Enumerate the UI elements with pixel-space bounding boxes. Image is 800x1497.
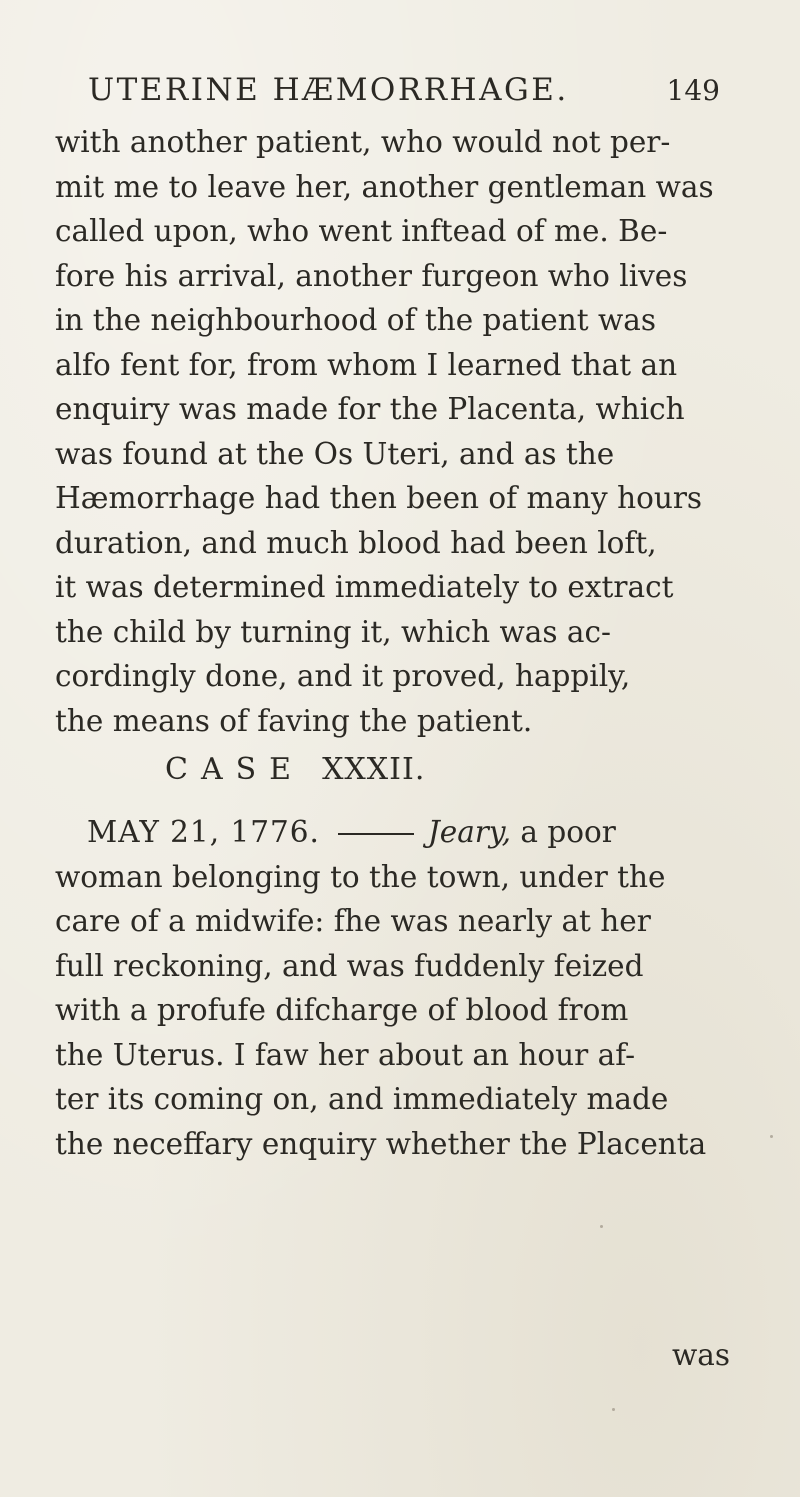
text-line: mit me to leave her, another gentleman was [55, 169, 714, 204]
catchword: was [672, 1338, 730, 1372]
running-header [88, 72, 720, 122]
case-date-line [87, 812, 616, 852]
case-date: MAY 21, 1776. [87, 815, 320, 849]
paper-speck [600, 1225, 603, 1228]
case-label: CASE [165, 752, 305, 787]
text-line: with another patient, who would not per- [55, 125, 671, 159]
paper-speck [770, 1135, 773, 1138]
text-line: it was determined immediately to extract [55, 570, 674, 604]
case-heading [165, 752, 425, 787]
paper-speck [540, 412, 543, 415]
paper-speck [612, 1408, 615, 1411]
text-line: full reckoning, and was fuddenly feized [55, 948, 644, 983]
text-line: woman belonging to the town, under the [55, 859, 666, 894]
page-number: 149 [666, 74, 720, 107]
text-line: with a profufe difcharge of blood from [55, 993, 629, 1027]
em-dash-rule [338, 833, 414, 835]
text-line: Hæmorrhage had then been of many hours [55, 481, 703, 515]
text-line: the Uterus. I faw her about an hour af- [55, 1037, 636, 1072]
case-number: XXXII. [322, 752, 426, 787]
text-line: care of a midwife: fhe was nearly at her [55, 904, 651, 938]
text-line: the neceffary enquiry whether the Placenta [55, 1126, 707, 1161]
text-line: in the neighbourhood of the patient was [55, 303, 656, 337]
text-line: enquiry was made for the Placenta, which [55, 392, 685, 426]
text-line: the child by turning it, which was ac- [55, 614, 611, 649]
text-line: the means of faving the patient. [55, 703, 533, 738]
text-line: alfo fent for, from whom I learned that an [55, 347, 678, 382]
patient-name: Jeary, [427, 815, 512, 849]
running-title: UTERINE HÆMORRHAGE. [88, 72, 569, 108]
text-line: duration, and much blood had been loft, [55, 525, 657, 560]
text-line: called upon, who went inftead of me. Be- [55, 214, 668, 248]
text-line: fore his arrival, another furgeon who lives [55, 258, 688, 293]
date-line-rest: a poor [520, 815, 616, 849]
text-line: cordingly done, and it proved, happily, [55, 659, 631, 693]
text-line: ter its coming on, and immediately made [55, 1082, 669, 1116]
text-line: was found at the Os Uteri, and as the [55, 436, 615, 471]
